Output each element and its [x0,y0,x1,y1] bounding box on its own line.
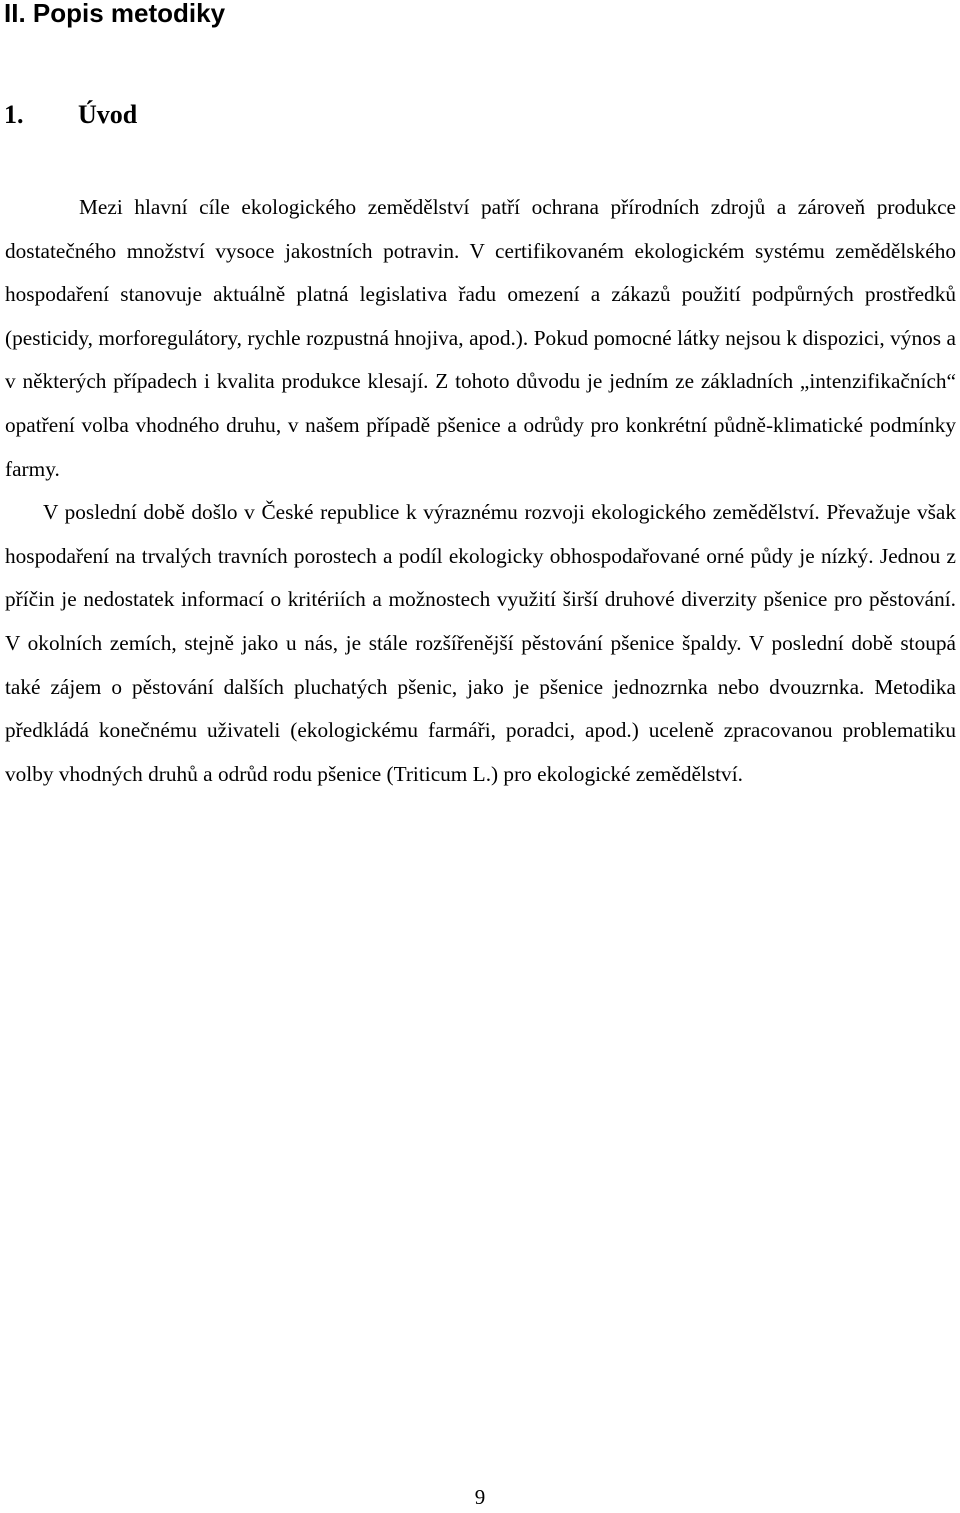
part-title: II. Popis metodiky [4,0,226,28]
page-number: 9 [474,1485,486,1509]
body-text [5,186,956,796]
paragraph-intro: Mezi hlavní cíle ekologického zemědělství patří ochrana přírodních zdrojů a zároveň produkce dostatečného množství vysoce jakostních potravin. V certifikovaném ekologickém systému zemědělského hospodaření stanovuje aktuálně platná legislativa řadu omezení a zákazů použití podpůrných prostředků (pesticidy, morforegulátory, rychle rozpustná hnojiva, apod.). Pokud pomocné látky nejsou k dispozici, výnos a v některých případech i kvalita produkce klesají. Z tohoto důvodu je jedním ze základních „intenzifikačních“ opatření volba vhodného druhu, v našem případě pšenice a odrůdy pro konkrétní půdně-klimatické podmínky farmy. [5,195,956,481]
section-title: Úvod [78,100,138,129]
paragraph-current-state: V poslední době došlo v České republice k výraznému rozvoji ekologického zemědělství. Převažuje však hospodaření na trvalých travních porostech a podíl ekologicky obhospodařované orné půdy je nízký. Jednou z příčin je nedostatek informací o kritériích a možnostech využití širší druhové diverzity pšenice pro pěstování. V okolních zemích, stejně jako u nás, je stále rozšířenější pěstování pšenice špaldy. V poslední době stoupá také zájem o pěstování dalších pluchatých pšenic, jako je pšenice jednozrnka nebo dvouzrnka. Metodika předkládá konečnému uživateli (ekologickému farmáři, poradci, apod.) uceleně zpracovanou problematiku volby vhodných druhů a odrůd rodu pšenice (Triticum L.) pro ekologické zemědělství. [5,500,956,786]
section-heading [4,97,137,133]
section-number: 1. [4,100,24,129]
